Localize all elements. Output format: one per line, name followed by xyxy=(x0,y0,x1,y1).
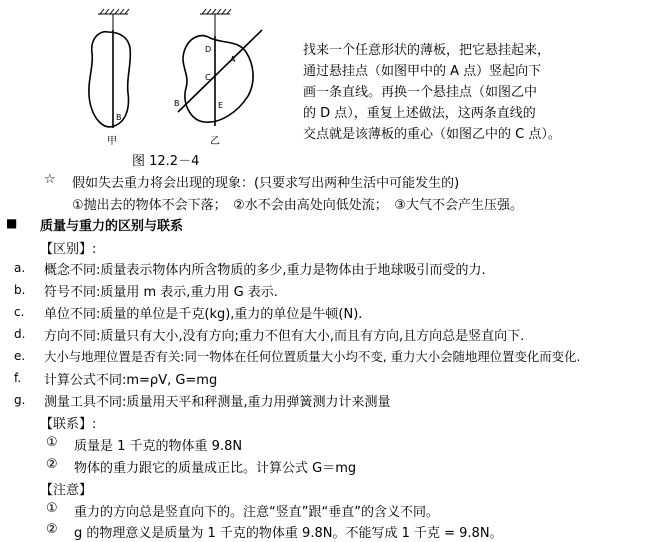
diff-heading: 【区别】: xyxy=(40,242,97,257)
label-yi: 乙 xyxy=(210,136,220,147)
list-item: 概念不同:质量表示物体内所含物质的多少,重力是物体由于地球吸引而受的力. xyxy=(44,263,486,278)
list-number: ① xyxy=(46,435,58,450)
right-diagonal-line xyxy=(178,30,262,112)
list-letter: d. xyxy=(14,327,26,341)
right-ceiling-hatch xyxy=(200,9,231,36)
list-item: 计算公式不同:m=ρV, G=mg xyxy=(44,373,218,388)
list-item: 大小与地理位置是否有关:同一物体在任何位置质量大小均不变, 重力大小会随地理位置变化而变化. xyxy=(44,349,581,364)
point-a: A xyxy=(230,55,236,64)
figure-description-line: 通过悬挂点（如图甲中的 A 点）竖起向下 xyxy=(303,64,542,79)
list-item: 重力的方向总是竖直向下的。注意“竖直”跟“垂直”的含义不同。 xyxy=(74,505,439,520)
list-letter: f. xyxy=(14,371,22,385)
list-letter: e. xyxy=(14,349,26,363)
list-item: 测量工具不同:质量用天平和秤测量,重力用弹簧测力计来测量 xyxy=(44,395,391,410)
figure-description-line: 画一条直线。再换一个悬挂点（如图乙中 xyxy=(303,85,538,100)
point-d: D xyxy=(205,45,212,54)
section-title: 质量与重力的区别与联系 xyxy=(40,219,184,234)
list-letter: b. xyxy=(14,283,26,297)
link-heading: 【联系】: xyxy=(40,417,97,432)
list-letter: g. xyxy=(14,393,26,407)
list-item: 方向不同:质量只有大小,没有方向;重力不但有大小,而且有方向,且方向总是竖直向下. xyxy=(44,329,525,344)
list-letter: c. xyxy=(14,305,25,319)
figure-description xyxy=(303,40,633,145)
point-c: C xyxy=(205,73,211,82)
star-icon: ☆ xyxy=(44,172,56,187)
figure-caption: 图 12.2－4 xyxy=(132,154,200,169)
figure-description-line: 找来一个任意形状的薄板，把它悬挂起来， xyxy=(303,43,551,58)
suspension-figure xyxy=(70,8,270,153)
figure-description-line: 交点就是该薄板的重心（如图乙中的 C 点）。 xyxy=(303,127,561,142)
point-b-right: B xyxy=(174,99,180,108)
list-number: ② xyxy=(46,522,58,537)
left-plate xyxy=(89,32,131,127)
list-item: g 的物理意义是质量为 1 千克的物体重 9.8N。不能写成 1 千克 = 9.8N。 xyxy=(74,526,503,541)
gravity-question-prompt: 假如失去重力将会出现的现象：(只要求写出两种生活中可能发生的) xyxy=(72,176,460,191)
list-item: 质量是 1 千克的物体重 9.8N xyxy=(74,439,243,454)
list-item: 单位不同:质量的单位是千克(kg),重力的单位是牛顿(N). xyxy=(44,307,363,322)
note-heading: 【注意】 xyxy=(40,483,93,498)
list-item: 符号不同:质量用 m 表示,重力用 G 表示. xyxy=(44,285,278,300)
square-bullet-icon: ■ xyxy=(6,216,18,230)
gravity-question-answers: ①抛出去的物体不会下落； ②水不会由高处向低处流； ③大气不会产生压强。 xyxy=(72,198,523,213)
left-ceiling-hatch xyxy=(98,9,129,30)
list-item: 物体的重力跟它的质量成正比。计算公式 G＝mg xyxy=(74,461,357,476)
figure-description-line: 的 D 点），重复上述做法，这两条直线的 xyxy=(303,106,536,121)
list-letter: a. xyxy=(14,261,26,275)
list-number: ② xyxy=(46,457,58,472)
point-e: E xyxy=(218,101,224,110)
list-number: ① xyxy=(46,501,58,516)
label-jia: 甲 xyxy=(107,136,117,147)
point-b-left: B xyxy=(116,113,122,122)
